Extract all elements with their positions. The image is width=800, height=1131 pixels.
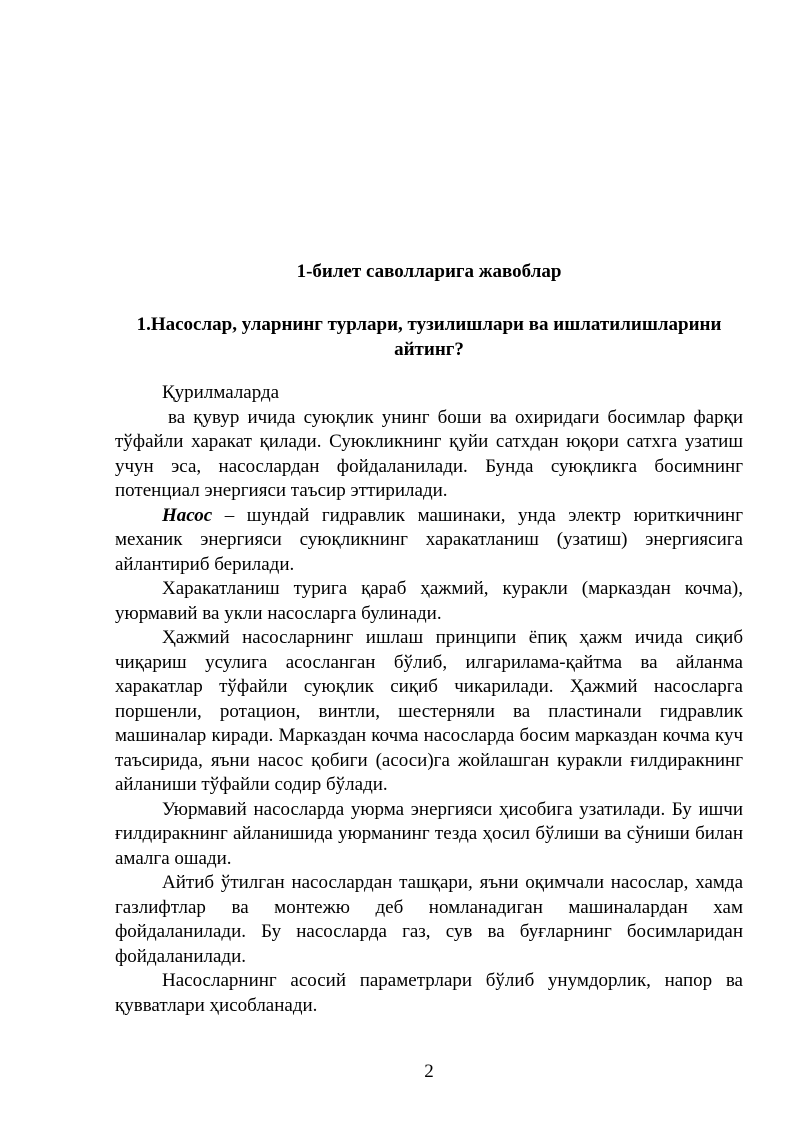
paragraph-7: Насосларнинг асосий параметрлари бўлиб унумдорлик, напор ва қувватлари ҳисобланади. xyxy=(115,970,743,1016)
paragraph-2-text: – шундай гидравлик машинаки, унда электр юриткичнинг механик энергияси суюқликнинг харакатланиш (узатиш) энергиясига айлантириб берилади. xyxy=(115,504,743,575)
paragraph-1-text: ва қувур ичида суюқлик унинг боши ва охиридаги босимлар фарқи тўфайли харакат қилади. Суюкликнинг қуйи сатхдан юқори сатхга узатиш учун эса, насослардан фойдаланилади. Бунда суюқликга босимнинг потенциал энергияси таъсир эттирилади. xyxy=(115,406,743,501)
paragraph-5: Уюрмавий насосларда уюрма энергияси ҳисобига узатилади. Бу ишчи ғилдиракнинг айланишида уюрманинг тезда ҳосил бўлиши ва сўниши билан амалга ошади. xyxy=(115,798,743,869)
paragraph-1 xyxy=(115,406,743,504)
term-nasos: Насос xyxy=(162,504,213,526)
answer-body xyxy=(115,381,743,1018)
paragraph-4: Ҳажмий насосларнинг ишлаш принципи ёпиқ ҳажм ичида сиқиб чиқариш усулига асосланган бўлиб, илгарилама-қайтма ва айланма харакатлар тўфайли суюқлик сиқиб чикарилади. Ҳажмий насосларга поршенли, ротацион, винтли, шестерняли ва пластинали гидравлик машиналар киради. Марказдан кочма насосларда босим марказдан кочма куч таъсирида, яъни насос қобиги (асоси)га жойлашган куракли ғилдиракнинг айланиши тўфайли содир бўлади. xyxy=(115,627,743,795)
page-number: 2 xyxy=(424,1061,434,1082)
paragraph-3: Харакатланиш турига қараб ҳажмий, куракли (марказдан кочма), уюрмавий ва укли насосларга булинади. xyxy=(115,578,743,624)
question-title: 1.Насослар, уларнинг турлари, тузилишлари ва ишлатилишларини айтинг? xyxy=(136,314,722,360)
ticket-title: 1-билет саволларига жавоблар xyxy=(296,261,562,282)
paragraph-6: Айтиб ўтилган насослардан ташқари, яъни оқимчали насослар, хамда газлифтлар ва монтежю деб номланадиган машиналардан хам фойдаланилади. Бу насосларда газ, сув ва буғларнинг босимларидан фойдаланилади. xyxy=(115,872,743,967)
paragraph-1-first-line: Қурилмаларда xyxy=(162,382,280,403)
paragraph-2 xyxy=(115,504,743,578)
